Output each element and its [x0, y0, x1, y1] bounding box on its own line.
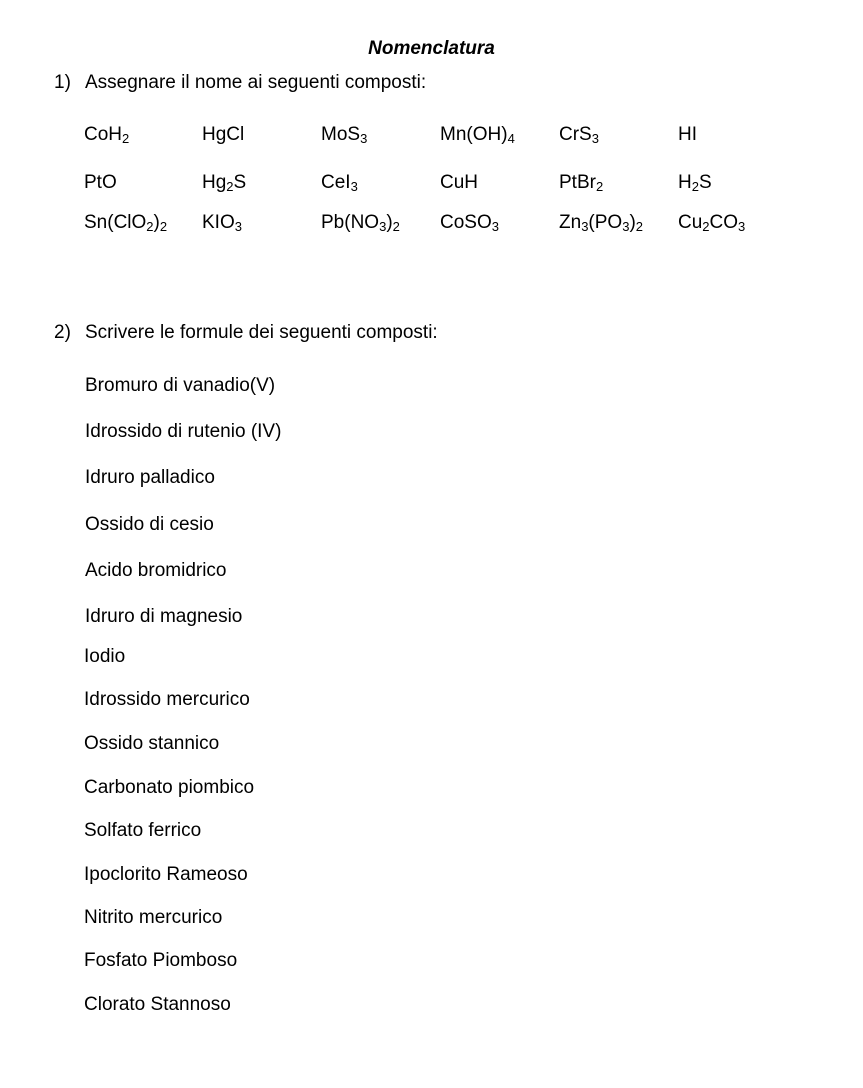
question-2-heading	[54, 322, 438, 344]
question-2-text: Scrivere le formule dei seguenti composti:	[85, 322, 438, 343]
question-1-heading	[54, 72, 426, 94]
question-1-number: 1)	[54, 72, 71, 93]
formula-item: $Mn(OH)_4$	[440, 124, 515, 146]
formula-item: $Sn(ClO_2)_2$	[84, 212, 168, 234]
formula-item: $H_2S$	[678, 172, 712, 194]
formula-item: CoSO$_3$	[440, 212, 499, 234]
compound-name: Idruro palladico	[85, 467, 215, 488]
compound-name: Solfato ferrico	[84, 820, 202, 841]
compound-name: Nitrito mercurico	[84, 907, 223, 928]
compound-name: Idruro di magnesio	[85, 606, 243, 627]
compound-name: Idrossido mercurico	[84, 689, 250, 710]
page-title: Nomenclatura	[368, 38, 495, 59]
formula-item: HgCl	[202, 124, 245, 145]
compound-name: Ossido di cesio	[85, 514, 214, 535]
formula-item: CuH	[440, 172, 479, 193]
formula-item: PtO	[84, 172, 117, 193]
formula-item: $Zn_3(PO_3)_2$	[559, 212, 643, 234]
compound-name: Acido bromidrico	[85, 560, 227, 581]
compound-name: Clorato Stannoso	[84, 994, 231, 1015]
formula-item: $Cu_2CO_3$	[678, 212, 746, 234]
compound-name: Bromuro di vanadio(V)	[85, 375, 276, 396]
compound-name: Idrossido di rutenio (IV)	[85, 421, 282, 442]
compound-name: Ipoclorito Rameoso	[84, 864, 248, 885]
formula-item: CoH$_2$	[84, 124, 130, 146]
formula-item: $KIO_3$	[202, 212, 242, 234]
formula-item: $Pb(NO_3)_2$	[321, 212, 400, 234]
formula-item: PtBr$_2$	[559, 172, 604, 194]
compound-name: Iodio	[84, 646, 126, 667]
formula-item: CrS$_3$	[559, 124, 599, 146]
formula-item: CeI$_3$	[321, 172, 358, 194]
compound-name: Fosfato Piomboso	[84, 950, 238, 971]
question-1-text: Assegnare il nome ai seguenti composti:	[85, 72, 427, 93]
compound-name: Ossido stannico	[84, 733, 220, 754]
formula-item: $Hg_2S$	[202, 172, 247, 194]
formula-item: HI	[678, 124, 697, 145]
compound-name: Carbonato piombico	[84, 777, 255, 798]
question-2-number: 2)	[54, 322, 71, 343]
formula-item: MoS$_3$	[321, 124, 368, 146]
